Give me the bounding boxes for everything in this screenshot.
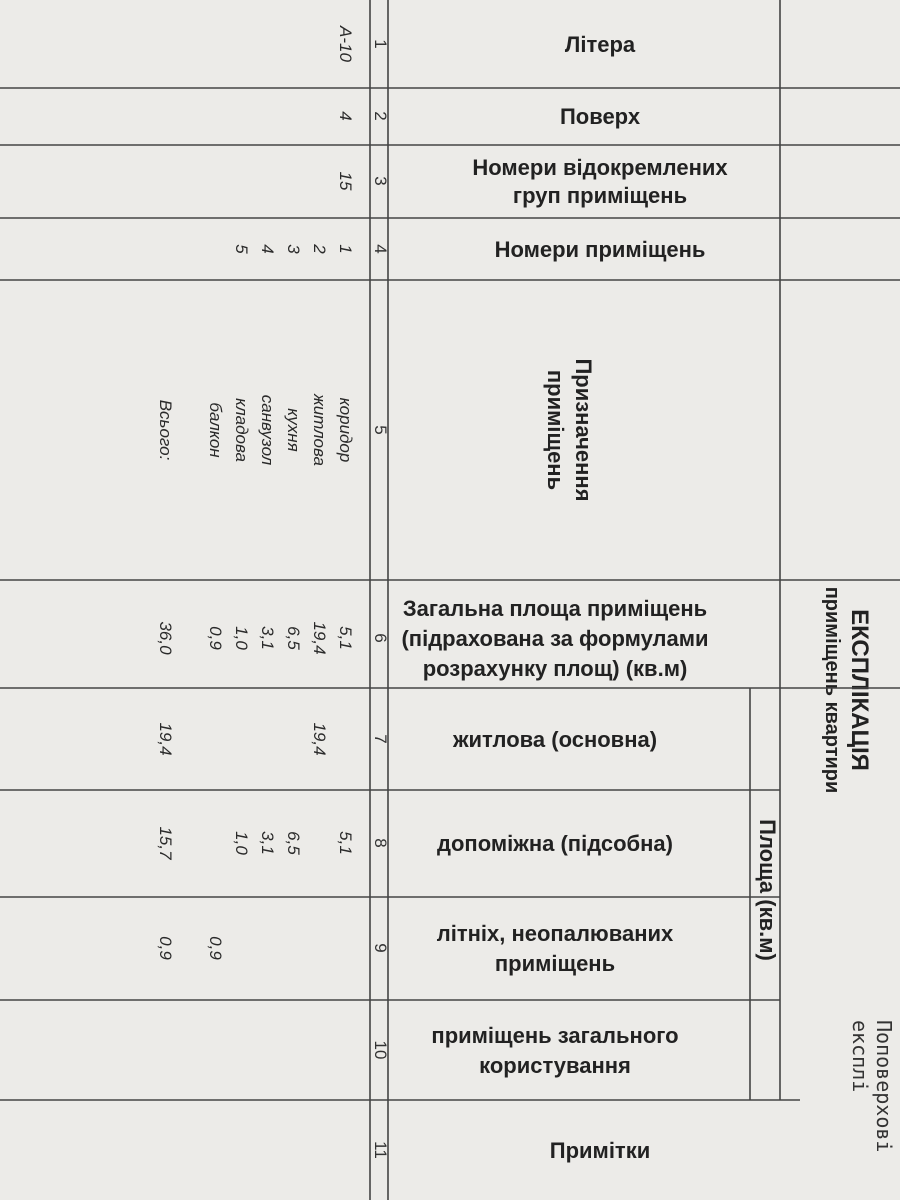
header-col-8-line-1: допоміжна (підсобна) [437, 831, 673, 856]
document-subtitle: приміщень квартири [821, 586, 843, 794]
header-col-4-line-1: Номери приміщень [494, 237, 706, 262]
header-col-5-line-2: приміщень [543, 369, 568, 491]
header-col-3-line-2: груп приміщень [512, 183, 688, 208]
header-col-11 [550, 1138, 650, 1163]
header-col-1-line-1: Літера [564, 32, 636, 57]
cell-living-2: 19,4 [310, 722, 329, 756]
header-col-3 [472, 155, 728, 208]
cell-room-no-2: 2 [310, 244, 329, 254]
column-headers [401, 32, 728, 1163]
cell-purpose-4: санвузол [258, 394, 277, 466]
header-col-10-line-2: користування [479, 1053, 631, 1078]
side-caption-line-2: експлі [848, 1020, 872, 1093]
header-col-3-line-1: Номери відокремлених [472, 155, 728, 180]
header-col-8 [437, 831, 673, 856]
header-col-2 [560, 104, 641, 129]
cell-purpose-5: кладова [232, 398, 251, 462]
column-number-3: 3 [371, 176, 390, 186]
cell-totals-label: Всього: [156, 399, 175, 461]
cell-summer-6: 0,9 [206, 936, 225, 960]
column-number-8: 8 [371, 838, 390, 848]
header-col-9-line-1: літніх, неопалюваних [436, 921, 674, 946]
cell-aux-3: 6,5 [284, 831, 303, 855]
column-number-9: 9 [371, 943, 390, 953]
cell-litera: А-10 [336, 26, 355, 62]
header-col-6 [401, 596, 708, 681]
cell-totals-summer: 0,9 [156, 936, 175, 960]
cell-total-5: 1,0 [232, 626, 251, 650]
cell-group: 15 [336, 171, 355, 191]
cell-purpose-3: кухня [284, 408, 303, 452]
cell-purpose-6: балкон [206, 402, 225, 458]
cell-floor: 4 [336, 111, 355, 121]
cell-purpose-2: житлова [310, 394, 329, 466]
cell-totals-living: 19,4 [156, 722, 175, 756]
header-col-1 [565, 32, 636, 57]
header-col-7 [452, 727, 657, 752]
header-col-10-line-1: приміщень загального [431, 1023, 679, 1048]
header-col-11-line-1: Примітки [549, 1138, 651, 1163]
table-body [156, 25, 355, 960]
side-caption-line-1: Поповерхові [872, 1020, 896, 1153]
header-col-6-line-1: Загальна площа приміщень [402, 596, 708, 621]
cell-purpose-1: коридор [336, 397, 355, 463]
header-col-5 [543, 358, 596, 501]
column-number-1: 1 [371, 39, 390, 49]
column-number-11: 11 [371, 1141, 390, 1159]
header-col-4 [495, 237, 706, 262]
header-col-6-line-3: розрахунку площ) (кв.м) [422, 656, 688, 681]
header-col-9-line-2: приміщень [494, 951, 616, 976]
header-col-6-line-2: (підрахована за формулами [401, 626, 709, 651]
header-col-10 [431, 1023, 678, 1078]
column-number-5: 5 [371, 425, 390, 435]
cell-room-no-4: 4 [258, 244, 277, 254]
cell-total-3: 6,5 [284, 626, 303, 650]
cell-totals-aux: 15,7 [156, 826, 175, 860]
column-number-10: 10 [371, 1040, 390, 1060]
header-col-5-line-1: Призначення [571, 358, 596, 502]
cell-aux-1: 5,1 [336, 831, 355, 855]
cell-room-no-3: 3 [284, 244, 303, 254]
document-title: ЕКСПЛІКАЦІЯ [846, 609, 873, 771]
cell-total-1: 5,1 [336, 626, 355, 650]
column-number-2: 2 [371, 111, 390, 121]
column-number-6: 6 [371, 633, 390, 643]
cell-room-no-5: 5 [232, 244, 251, 254]
area-group-label: Площа (кв.м) [755, 819, 780, 961]
cell-room-no-1: 1 [336, 244, 355, 254]
cell-total-6: 0,9 [206, 626, 225, 650]
header-col-7-line-1: житлова (основна) [452, 727, 658, 752]
side-caption [848, 1020, 896, 1152]
column-numbers [371, 39, 390, 1159]
cell-aux-5: 1,0 [232, 831, 251, 855]
cell-totals-total: 36,0 [156, 621, 175, 655]
header-col-2-line-1: Поверх [559, 104, 641, 129]
cell-total-2: 19,4 [310, 621, 329, 655]
column-number-4: 4 [371, 244, 390, 254]
cell-aux-4: 3,1 [258, 831, 277, 855]
header-col-9 [437, 921, 674, 976]
column-number-7: 7 [371, 734, 390, 744]
cell-total-4: 3,1 [258, 626, 277, 650]
